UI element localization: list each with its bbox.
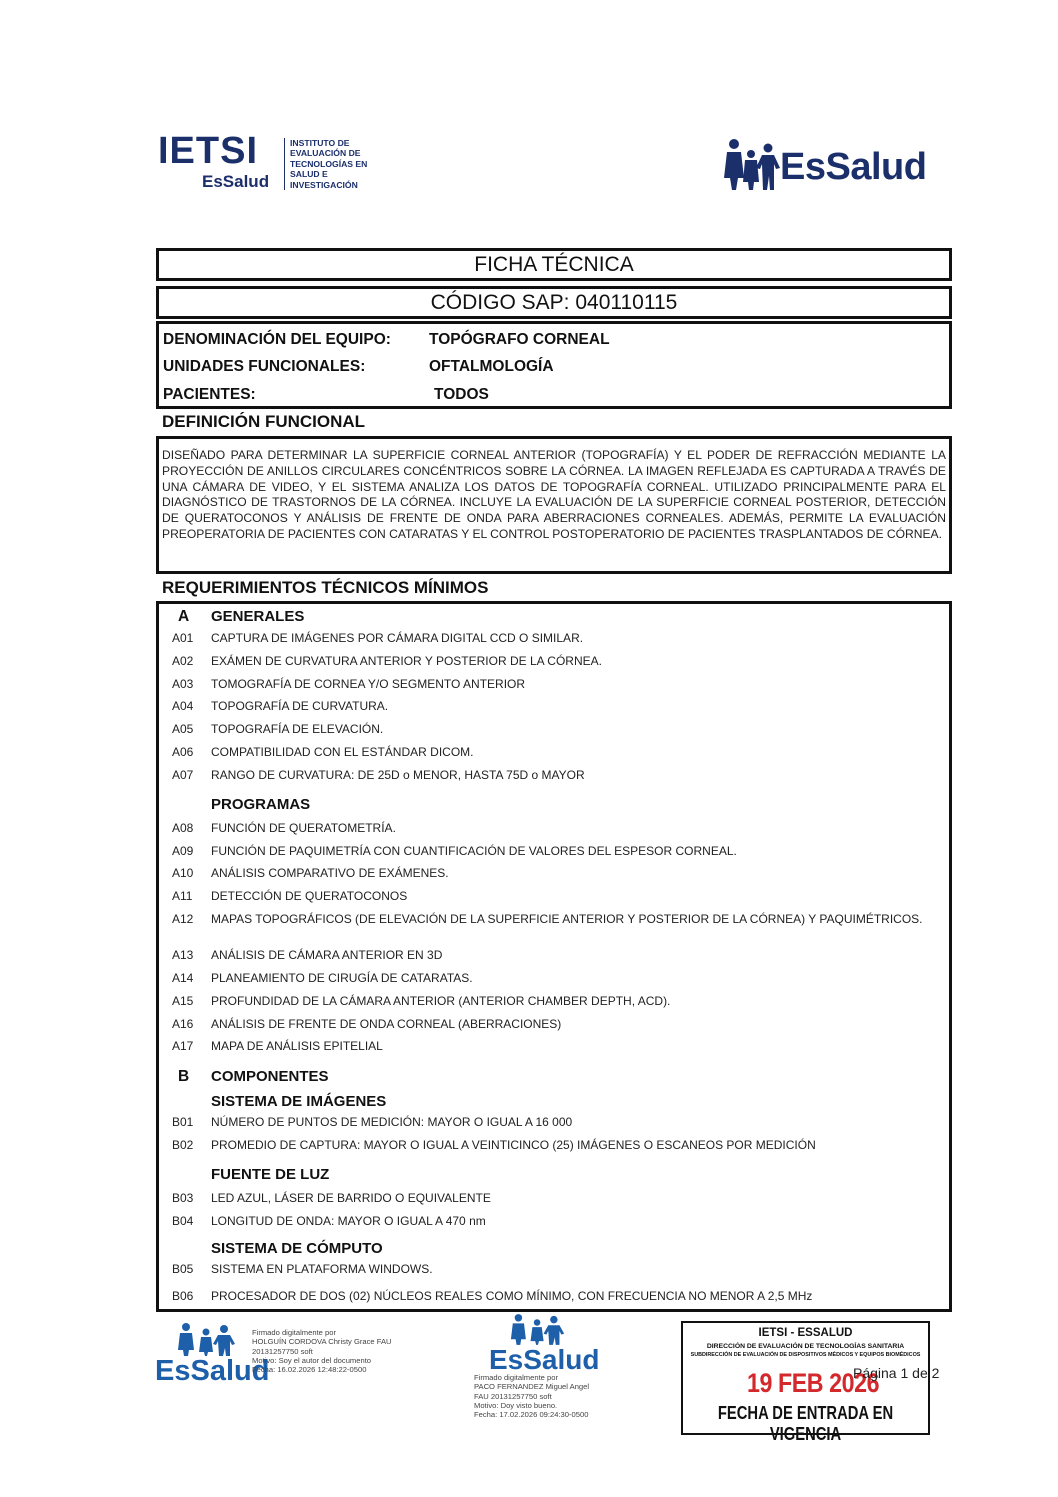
ietsi-institute-text bbox=[290, 138, 367, 190]
item-code: B02 bbox=[172, 1138, 194, 1152]
item-code: A17 bbox=[172, 1039, 194, 1053]
ietsi-logo-word: IETSI bbox=[158, 130, 259, 172]
stamp-subdirection: SUBDIRECCIÓN DE EVALUACIÓN DE DISPOSITIVOS MÉDICOS Y EQUIPOS BIOMÉDICOS bbox=[690, 1352, 921, 1358]
ficha-title-box bbox=[156, 248, 952, 281]
pacientes-label: PACIENTES: bbox=[163, 386, 256, 403]
signature-line: Fecha: 17.02.2026 09:24:30-0500 bbox=[474, 1410, 589, 1420]
item-code: B04 bbox=[172, 1214, 194, 1228]
ietsi-logo-divider bbox=[284, 138, 285, 190]
item-text: FUNCIÓN DE QUERATOMETRÍA. bbox=[211, 821, 396, 835]
essalud-logo-word: EsSalud bbox=[780, 146, 927, 188]
item-code: A08 bbox=[172, 821, 194, 835]
item-code: A16 bbox=[172, 1017, 194, 1031]
item-code: A09 bbox=[172, 844, 194, 858]
item-text: NÚMERO DE PUNTOS DE MEDICIÓN: MAYOR O IGUAL A 16 000 bbox=[211, 1115, 573, 1129]
item-code: A01 bbox=[172, 631, 194, 645]
item-text: ANÁLISIS DE FRENTE DE ONDA CORNEAL (ABERRACIONES) bbox=[211, 1017, 562, 1031]
definicion-box bbox=[156, 436, 952, 574]
signature-1-text bbox=[252, 1328, 392, 1374]
item-text: MAPAS TOPOGRÁFICOS (DE ELEVACIÓN DE LA SUPERFICIE ANTERIOR Y POSTERIOR DE LA CÓRNEA) Y PAQUIMÉTRICOS. bbox=[211, 912, 923, 926]
item-text: LED AZUL, LÁSER DE BARRIDO O EQUIVALENTE bbox=[211, 1191, 491, 1205]
item-text: RANGO DE CURVATURA: DE 25D o MENOR, HASTA 75D o MAYOR bbox=[211, 768, 585, 782]
item-text: DETECCIÓN DE QUERATOCONOS bbox=[211, 889, 408, 903]
item-code: B01 bbox=[172, 1115, 194, 1129]
pacientes-value: TODOS bbox=[434, 386, 489, 403]
signature-line: Firmado digitalmente por bbox=[474, 1373, 558, 1382]
item-code: A07 bbox=[172, 768, 194, 782]
denominacion-value: TOPÓGRAFO CORNEAL bbox=[429, 331, 610, 348]
signature-2-text bbox=[474, 1373, 589, 1419]
item-text: FUNCIÓN DE PAQUIMETRÍA CON CUANTIFICACIÓN DE VALORES DEL ESPESOR CORNEAL. bbox=[211, 844, 737, 858]
stamp-org: IETSI - ESSALUD bbox=[758, 1327, 853, 1339]
page-title: FICHA TÉCNICA bbox=[474, 253, 634, 276]
item-code: A12 bbox=[172, 912, 194, 926]
item-text: TOPOGRAFÍA DE CURVATURA. bbox=[211, 699, 389, 713]
codigo-sap-value: 040110115 bbox=[575, 291, 678, 314]
item-text: PROFUNDIDAD DE LA CÁMARA ANTERIOR (ANTERIOR CHAMBER DEPTH, ACD). bbox=[211, 994, 671, 1008]
signature-line: HOLGUÍN CORDOVA Christy Grace FAU bbox=[252, 1337, 392, 1347]
equipment-info-box bbox=[156, 321, 952, 409]
signature-line: Fecha: 16.02.2026 12:48:22-0500 bbox=[252, 1365, 367, 1375]
signature-line: 20131257750 soft bbox=[252, 1346, 313, 1356]
programas-title: PROGRAMAS bbox=[211, 796, 311, 813]
item-code: A06 bbox=[172, 745, 194, 759]
item-text: ANÁLISIS COMPARATIVO DE EXÁMENES. bbox=[211, 866, 449, 880]
group-a-title: GENERALES bbox=[211, 608, 305, 625]
codigo-sap-box bbox=[156, 286, 952, 319]
item-code: A11 bbox=[172, 889, 193, 903]
page-number: Página 1 de 2 bbox=[853, 1365, 940, 1381]
signature-block-1 bbox=[155, 1322, 415, 1392]
fuente-luz-title: FUENTE DE LUZ bbox=[211, 1166, 330, 1183]
item-text: LONGITUD DE ONDA: MAYOR O IGUAL A 470 nm bbox=[211, 1214, 486, 1228]
stamp-footer: FECHA DE ENTRADA EN VIGENCIA bbox=[717, 1403, 894, 1444]
family-figures-icon bbox=[177, 1322, 237, 1356]
denominacion-label: DENOMINACIÓN DEL EQUIPO: bbox=[163, 331, 391, 348]
ietsi-institute-line: TECNOLOGÍAS EN bbox=[290, 158, 368, 169]
item-code: A03 bbox=[172, 677, 194, 691]
ietsi-institute-line: INVESTIGACIÓN bbox=[290, 179, 358, 190]
requerimientos-heading: REQUERIMIENTOS TÉCNICOS MÍNIMOS bbox=[162, 578, 489, 597]
item-code: A02 bbox=[172, 654, 194, 668]
item-code: A13 bbox=[172, 948, 194, 962]
group-b-title: COMPONENTES bbox=[211, 1068, 329, 1085]
unidades-label: UNIDADES FUNCIONALES: bbox=[163, 358, 366, 375]
item-code: A04 bbox=[172, 699, 194, 713]
signature-line: FAU 20131257750 soft bbox=[474, 1391, 552, 1401]
family-figures-icon bbox=[510, 1312, 566, 1346]
group-a-letter: A bbox=[178, 608, 190, 625]
definicion-heading: DEFINICIÓN FUNCIONAL bbox=[162, 412, 366, 431]
item-text: TOPOGRAFÍA DE ELEVACIÓN. bbox=[211, 722, 384, 736]
item-text: PROMEDIO DE CAPTURA: MAYOR O IGUAL A VEINTICINCO (25) IMÁGENES O ESCANEOS POR MEDICIÓN bbox=[211, 1138, 816, 1152]
ietsi-logo bbox=[158, 130, 388, 196]
item-text: COMPATIBILIDAD CON EL ESTÁNDAR DICOM. bbox=[211, 745, 474, 759]
group-b-letter: B bbox=[178, 1068, 190, 1085]
item-code: A05 bbox=[172, 722, 194, 736]
essalud-logo bbox=[724, 138, 954, 192]
ietsi-institute-line: EVALUACIÓN DE bbox=[290, 148, 361, 159]
signature-line: Firmado digitalmente por bbox=[252, 1328, 336, 1337]
unidades-value: OFTALMOLOGÍA bbox=[429, 358, 554, 375]
ietsi-logo-sub: EsSalud bbox=[202, 172, 270, 191]
signature-line: PACO FERNANDEZ Miguel Angel bbox=[474, 1382, 590, 1392]
item-text: ANÁLISIS DE CÁMARA ANTERIOR EN 3D bbox=[211, 948, 443, 962]
ietsi-institute-line: INSTITUTO DE bbox=[290, 138, 350, 148]
item-code: A10 bbox=[172, 866, 194, 880]
item-text: TOMOGRAFÍA DE CORNEA Y/O SEGMENTO ANTERIOR bbox=[211, 677, 526, 691]
family-figures-icon bbox=[724, 138, 780, 190]
signature-2-logo-word: EsSalud bbox=[489, 1344, 600, 1375]
ietsi-institute-line: SALUD E bbox=[290, 169, 328, 180]
item-text: MAPA DE ANÁLISIS EPITELIAL bbox=[211, 1039, 383, 1053]
item-text: EXÁMEN DE CURVATURA ANTERIOR Y POSTERIOR DE LA CÓRNEA. bbox=[211, 654, 602, 668]
sistema-computo-title: SISTEMA DE CÓMPUTO bbox=[211, 1240, 383, 1257]
item-code: B03 bbox=[172, 1191, 194, 1205]
signature-line: Motivo: Soy el autor del documento bbox=[252, 1355, 372, 1365]
item-code: B06 bbox=[172, 1289, 194, 1303]
sistema-imagenes-title: SISTEMA DE IMÁGENES bbox=[211, 1093, 387, 1110]
signature-1-logo-word: EsSalud bbox=[155, 1355, 270, 1387]
signature-line: Motivo: Doy visto bueno. bbox=[474, 1400, 558, 1410]
item-text: SISTEMA EN PLATAFORMA WINDOWS. bbox=[211, 1262, 433, 1276]
item-text: PROCESADOR DE DOS (02) NÚCLEOS REALES COMO MÍNIMO, CON FRECUENCIA NO MENOR A 2,5 MHz bbox=[211, 1289, 813, 1303]
item-code: B05 bbox=[172, 1262, 194, 1276]
item-code: A14 bbox=[172, 971, 194, 985]
item-code: A15 bbox=[172, 994, 194, 1008]
stamp-date: 19 FEB 2026 bbox=[747, 1368, 880, 1398]
item-text: PLANEAMIENTO DE CIRUGÍA DE CATARATAS. bbox=[211, 971, 473, 985]
codigo-sap-label: CÓDIGO SAP: bbox=[430, 291, 570, 314]
definicion-text: DISEÑADO PARA DETERMINAR LA SUPERFICIE CORNEAL ANTERIOR (TOPOGRAFÍA) Y EL PODER DE REFRACCIÓN MEDIANTE LA PROYECCIÓN DE ANILLOS CIRCULARES CONCÉNTRICOS SOBRE LA CÓRNEA. LA IMAGEN REFLEJADA ES CAPTURADA A TRAVÉS DE UNA CÁMARA DE VIDEO, Y EL SISTEMA ANALIZA LOS DATOS DE TOPOGRAFÍA CORNEAL. UTILIZADO PRINCIPALMENTE PARA EL DIAGNÓSTICO DE TRASTORNOS DE LA CÓRNEA. INCLUYE LA EVALUACIÓN DE LA SUPERFICIE CORNEAL POSTERIOR, DETECCIÓN DE QUERATOCONOS Y ANÁLISIS DE FRENTE DE ONDA PARA ABERRACIONES CORNEALES. ADEMÁS, PERMITE LA EVALUACIÓN PREOPERATORIA DE PACIENTES CON CATARATAS Y EL CONTROL POSTOPERATORIO DE PACIENTES TRASPLANTADOS DE CÓRNEA. bbox=[162, 448, 946, 541]
stamp-direction: DIRECCIÓN DE EVALUACIÓN DE TECNOLOGÍAS SANITARIA bbox=[706, 1343, 905, 1350]
codigo-sap bbox=[159, 289, 949, 317]
item-text: CAPTURA DE IMÁGENES POR CÁMARA DIGITAL CCD O SIMILAR. bbox=[211, 631, 584, 645]
signature-block-2 bbox=[472, 1312, 642, 1420]
